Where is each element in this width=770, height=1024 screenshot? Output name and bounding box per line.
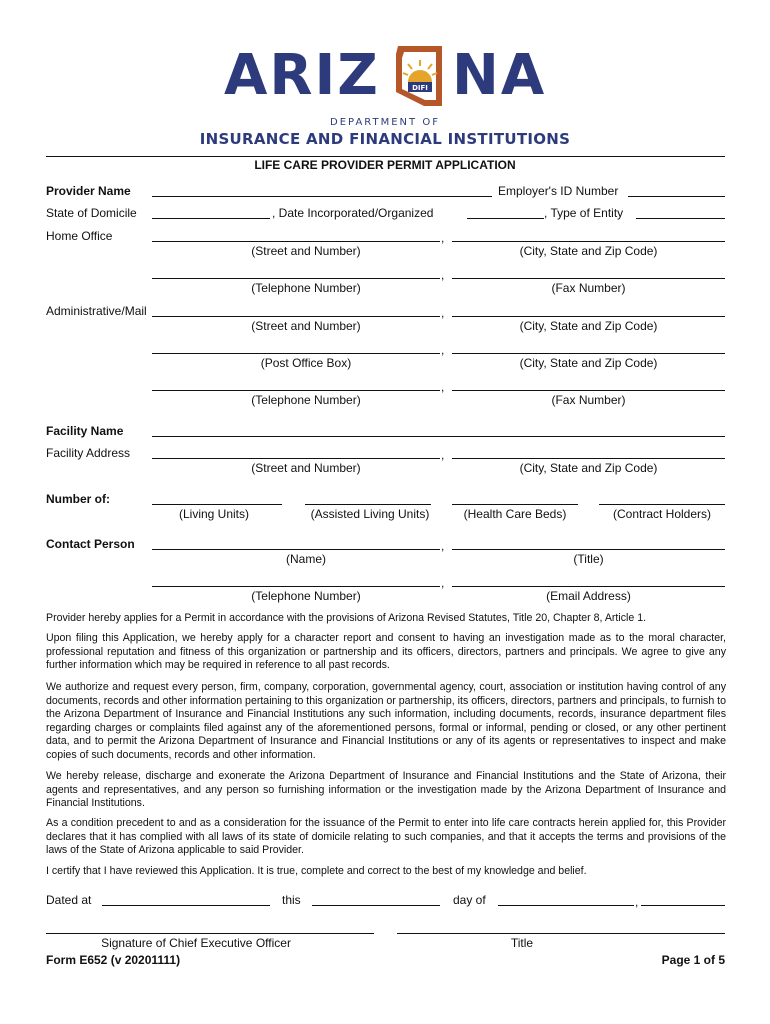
caption-telephone: (Telephone Number) <box>251 393 361 407</box>
paragraph-certify: I certify that I have reviewed this Application. It is true, complete and correct to the best of my knowledge and belief. <box>46 865 587 877</box>
form-title: LIFE CARE PROVIDER PERMIT APPLICATION <box>254 158 516 172</box>
comma: , <box>441 380 445 394</box>
caption-living-units: (Living Units) <box>178 507 250 521</box>
logo-text-right: NA <box>452 43 547 108</box>
facility-name-label: Facility Name <box>46 424 124 438</box>
admin-fax-field[interactable] <box>452 390 725 391</box>
dated-at-field[interactable] <box>102 905 270 906</box>
home-office-city-field[interactable] <box>452 241 725 242</box>
home-office-street-field[interactable] <box>152 241 440 242</box>
type-of-entity-label: , Type of Entity <box>544 206 624 220</box>
comma: , <box>441 306 445 320</box>
signer-title-field[interactable] <box>397 933 725 934</box>
date-incorporated-field[interactable] <box>467 218 544 219</box>
ceo-signature-field[interactable] <box>46 933 374 934</box>
title-rule <box>46 156 725 157</box>
this-label: this <box>282 893 301 907</box>
paragraph-release: We hereby release, discharge and exonerate the Arizona Department of Insurance and Financial Institutions and the State of Arizona, their agents and representatives, and any person so furnishing information or the investigation made by the Arizona Department of Insurance and Financial Institutions. <box>46 770 726 810</box>
employer-id-field[interactable] <box>628 196 725 197</box>
comma: , <box>441 539 445 553</box>
paragraph-authorization: We authorize and request every person, firm, company, corporation, governmental agency, court, association or institution having control of any documents, records and other information pertaining to this organization or partnership, its officers, directors, partners and principals, to furnish to the Arizona Department of Insurance and Financial Institutions any such information, including documents, records, insurance department files regarding charges or complaints filed against any of the aforementioned persons, formal or informal, pending or closed, or any other pertinent data, and to permit the Arizona Department of Insurance and Financial Institutions or any of its agents or representatives to inspect and make copies of such documents, records and other information. <box>46 681 726 761</box>
agency-logo <box>0 0 770 150</box>
year-field[interactable] <box>641 905 725 906</box>
paragraph-condition: As a condition precedent to and as a consideration for the issuance of the Permit to enter into life care contracts herein applied for, this Provider declares that it has complied with all laws of its state of domicile relating to such companies, and that it accepts the terms and provisions of the laws of the State of Arizona applicable to said Provider. <box>46 817 726 857</box>
dept-line1: DEPARTMENT OF <box>330 117 440 128</box>
dept-line2: INSURANCE AND FINANCIAL INSTITUTIONS <box>199 130 571 148</box>
contract-holders-field[interactable] <box>599 504 725 505</box>
logo-text-left: ARIZ <box>224 43 380 108</box>
caption-city: (City, State and Zip Code) <box>519 319 658 333</box>
dated-at-label: Dated at <box>46 893 92 907</box>
month-field[interactable] <box>498 905 634 906</box>
employer-id-label: Employer's ID Number <box>498 184 619 198</box>
facility-address-label: Facility Address <box>46 446 131 460</box>
caption-street: (Street and Number) <box>251 244 361 258</box>
form-id: Form E652 (v 20201111) <box>46 953 181 967</box>
home-office-fax-field[interactable] <box>452 278 725 279</box>
comma: , <box>635 895 639 909</box>
caption-city: (City, State and Zip Code) <box>519 461 658 475</box>
caption-city: (City, State and Zip Code) <box>519 356 658 370</box>
home-office-telephone-field[interactable] <box>152 278 440 279</box>
caption-email: (Email Address) <box>546 589 631 603</box>
state-of-domicile-label: State of Domicile <box>46 206 137 220</box>
paragraph-permit: Provider hereby applies for a Permit in accordance with the provisions of Arizona Revised Statutes, Title 20, Chapter 8, Article 1. <box>46 612 647 624</box>
contact-title-field[interactable] <box>452 549 725 550</box>
paragraph-investigation: Upon filing this Application, we hereby apply for a character report and consent to having an investigation made as to the moral character, professional reputation and fitness of this organization or partnership and its officers, directors, partners and principals. We agree to give any further information which may be required in reference to all past records. <box>46 632 726 672</box>
caption-title: (Title) <box>573 552 604 566</box>
caption-street: (Street and Number) <box>251 461 361 475</box>
facility-street-field[interactable] <box>152 458 440 459</box>
admin-po-box-field[interactable] <box>152 353 440 354</box>
facility-name-field[interactable] <box>152 436 725 437</box>
ceo-signature-caption: Signature of Chief Executive Officer <box>101 936 291 950</box>
day-field[interactable] <box>312 905 440 906</box>
caption-health-care-beds: (Health Care Beds) <box>463 507 567 521</box>
comma: , <box>441 268 445 282</box>
signer-title-caption: Title <box>510 936 534 950</box>
caption-telephone: (Telephone Number) <box>251 281 361 295</box>
provider-name-field[interactable] <box>152 196 492 197</box>
admin-telephone-field[interactable] <box>152 390 440 391</box>
home-office-label: Home Office <box>46 229 113 243</box>
contact-person-label: Contact Person <box>46 537 135 551</box>
date-incorporated-label: , Date Incorporated/Organized <box>272 206 434 220</box>
number-of-label: Number of: <box>46 492 110 506</box>
assisted-living-field[interactable] <box>305 504 431 505</box>
caption-street: (Street and Number) <box>251 319 361 333</box>
admin-street-field[interactable] <box>152 316 440 317</box>
comma: , <box>441 343 445 357</box>
page-number: Page 1 of 5 <box>661 953 725 967</box>
health-care-beds-field[interactable] <box>452 504 578 505</box>
comma: , <box>441 231 445 245</box>
caption-po-box: (Post Office Box) <box>260 356 352 370</box>
admin-mail-label: Administrative/Mail <box>46 304 147 318</box>
caption-assisted-living: (Assisted Living Units) <box>310 507 430 521</box>
comma: , <box>441 576 445 590</box>
type-of-entity-field[interactable] <box>636 218 725 219</box>
admin-po-city-field[interactable] <box>452 353 725 354</box>
caption-telephone: (Telephone Number) <box>251 589 361 603</box>
facility-city-field[interactable] <box>452 458 725 459</box>
logo-badge-text: DIFI <box>412 84 428 92</box>
admin-city-field[interactable] <box>452 316 725 317</box>
day-of-label: day of <box>453 893 486 907</box>
contact-telephone-field[interactable] <box>152 586 440 587</box>
comma: , <box>441 448 445 462</box>
provider-name-label: Provider Name <box>46 184 131 198</box>
caption-contract-holders: (Contract Holders) <box>612 507 712 521</box>
arizona-state-icon <box>394 44 446 108</box>
caption-fax: (Fax Number) <box>551 281 626 295</box>
caption-city: (City, State and Zip Code) <box>519 244 658 258</box>
living-units-field[interactable] <box>152 504 282 505</box>
contact-email-field[interactable] <box>452 586 725 587</box>
caption-fax: (Fax Number) <box>551 393 626 407</box>
contact-name-field[interactable] <box>152 549 440 550</box>
state-of-domicile-field[interactable] <box>152 218 270 219</box>
caption-name: (Name) <box>285 552 326 566</box>
